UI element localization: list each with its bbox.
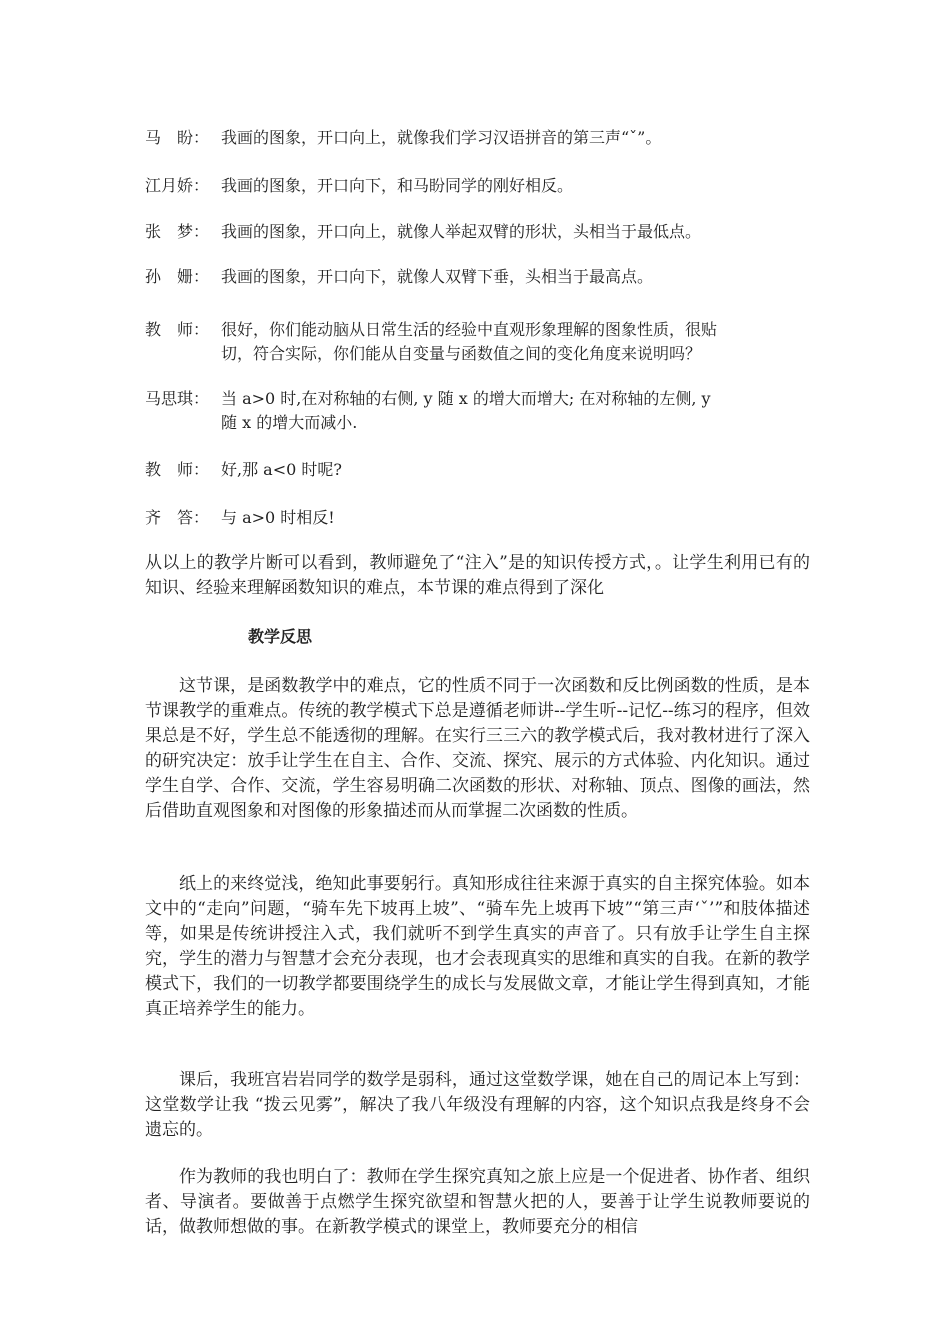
dialogue-text: 当 a>0 时,在对称轴的右侧, y 随 x 的增大而增大; 在对称轴的左侧, y — [221, 389, 711, 408]
dialogue-line — [145, 127, 810, 149]
section-heading: 教学反思 — [248, 627, 313, 646]
body-paragraph: 纸上的来终觉浅，绝知此事要躬行。真知形成往往来源于真实的自主探究体验。如本文中的“走向”问题，“骑车先下坡再上坡”、“骑车先上坡再下坡”“第三声‘ˇ’”和肢体描述等，如果是传统讲授注入式，我们就听不到学生真实的声音了。只有放手让学生自主探究，学生的潜力与智慧才会充分表现，也才会表现真实的思维和真实的自我。在新的教学模式下，我们的一切教学都要围绕学生的成长与发展做文章，才能让学生得到真知，才能真正培养学生的能力。 — [145, 874, 810, 1019]
body-paragraph: 课后，我班宫岩岩同学的数学是弱科，通过这堂数学课，她在自己的周记本上写到：这堂数学让我 “拨云见雾”，解决了我八年级没有理解的内容，这个知识点我是终身不会遗忘的。 — [145, 1070, 810, 1140]
dialogue-line — [145, 507, 810, 529]
dialogue-text: 很好，你们能动脑从日常生活的经验中直观形象理解的图象性质，很贴 — [221, 320, 718, 339]
speaker-name: 马 盼： — [145, 128, 210, 147]
dialogue-line — [145, 266, 810, 288]
body-paragraph: 这节课，是函数教学中的难点，它的性质不同于一次函数和反比例函数的性质，是本节课教学的重难点。传统的教学模式下总是遵循老师讲--学生听--记忆--练习的程序，但效果总是不好，学生总不能透彻的理解。在实行三三六的教学模式后，我对教材进行了深入的研究决定：放手让学生在自主、合作、交流、探究、展示的方式体验、内化知识。通过学生自学、合作、交流，学生容易明确二次函数的形状、对称轴、顶点、图像的画法，然后借助直观图象和对图像的形象描述而从而掌握二次函数的性质。 — [145, 676, 810, 821]
dialogue-line — [145, 319, 810, 341]
body-paragraph: 作为教师的我也明白了：教师在学生探究真知之旅上应是一个促进者、协作者、组织者、导演者。要做善于点燃学生探究欲望和智慧火把的人，要善于让学生说教师要说的话，做教师想做的事。在新教学模式的课堂上，教师要充分的相信 — [145, 1167, 810, 1237]
dialogue-continuation: 切，符合实际，你们能从自变量与函数值之间的变化角度来说明吗？ — [221, 344, 702, 363]
speaker-name: 教 师： — [145, 320, 210, 339]
speaker-name: 孙 姗： — [145, 267, 210, 286]
dialogue-text: 好,那 a<0 时呢? — [221, 460, 342, 479]
dialogue-line — [145, 459, 810, 481]
dialogue-line — [145, 221, 810, 243]
speaker-name: 张 梦： — [145, 222, 210, 241]
dialogue-line — [145, 388, 810, 410]
dialogue-text: 与 a>0 时相反! — [221, 508, 335, 527]
dialogue-continuation: 随 x 的增大而减小. — [221, 413, 358, 432]
speaker-name: 教 师： — [145, 460, 210, 479]
speaker-name: 江月娇： — [145, 176, 210, 195]
speaker-name: 齐 答： — [145, 508, 210, 527]
dialogue-text: 我画的图象，开口向上，就像我们学习汉语拼音的第三声“ˇ”。 — [221, 128, 662, 147]
dialogue-text: 我画的图象，开口向下，就像人双臂下垂，头相当于最高点。 — [221, 267, 654, 286]
summary-paragraph: 从以上的教学片断可以看到，教师避免了“注入”是的知识传授方式，。让学生利用已有的知识、经验来理解函数知识的难点，本节课的难点得到了深化 — [145, 553, 810, 598]
dialogue-text: 我画的图象，开口向上，就像人举起双臂的形状，头相当于最低点。 — [221, 222, 702, 241]
dialogue-line — [145, 175, 810, 197]
dialogue-text: 我画的图象，开口向下，和马盼同学的刚好相反。 — [221, 176, 574, 195]
speaker-name: 马思琪： — [145, 389, 210, 408]
